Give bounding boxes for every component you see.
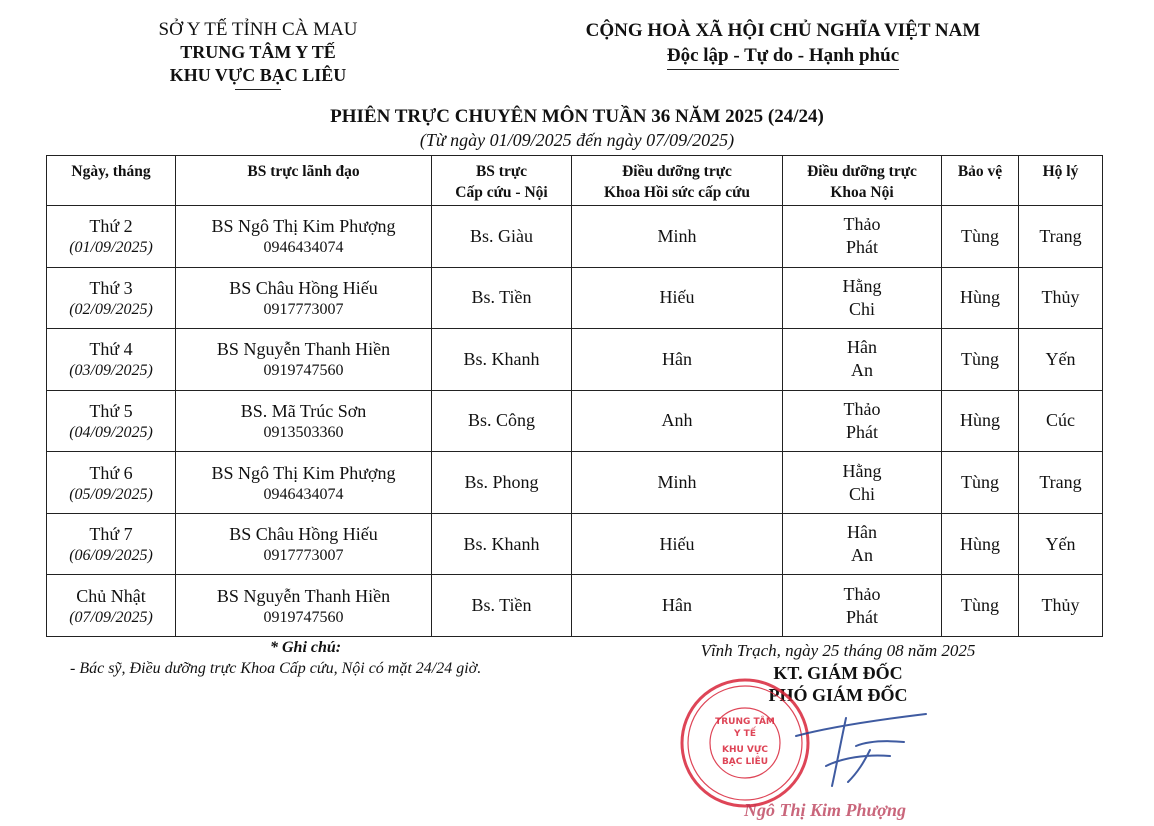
aide-cell: Trang: [1019, 452, 1103, 514]
leader-cell: BS Châu Hồng Hiếu 0917773007: [176, 267, 432, 329]
icu-nurse-cell: Minh: [572, 452, 783, 514]
stamp-line-1: TRUNG TÂM: [715, 717, 775, 727]
national-motto: Độc lập - Tự do - Hạnh phúc: [667, 43, 899, 70]
date-cell: Thứ 3 (02/09/2025): [47, 267, 176, 329]
stamp-line-3: KHU VỰC: [721, 745, 769, 755]
leader-cell: BS Châu Hồng Hiếu 0917773007: [176, 513, 432, 575]
leader-cell: BS Nguyễn Thanh Hiền 0919747560: [176, 329, 432, 391]
region-name: KHU VỰC BẠC LIÊU: [169, 65, 347, 85]
country-name: CỘNG HOÀ XÃ HỘI CHỦ NGHĨA VIỆT NAM: [585, 20, 981, 41]
table-row: [47, 206, 1103, 268]
document-title: PHIÊN TRỰC CHUYÊN MÔN TUẦN 36 NĂM 2025 (24/24): [330, 106, 824, 127]
er-doctor-cell: Bs. Tiền: [432, 267, 572, 329]
icu-nurse-cell: Anh: [572, 390, 783, 452]
er-doctor-cell: Bs. Công: [432, 390, 572, 452]
date-cell: Thứ 5 (04/09/2025): [47, 390, 176, 452]
stamp-line-4: BẠC LIÊU: [721, 757, 769, 767]
date-cell: Thứ 6 (05/09/2025): [47, 452, 176, 514]
guard-cell: Hùng: [942, 267, 1019, 329]
place-date: Vĩnh Trạch, ngày 25 tháng 08 năm 2025: [700, 641, 976, 660]
icu-nurse-cell: Hân: [572, 329, 783, 391]
er-doctor-cell: Bs. Tiền: [432, 575, 572, 637]
center-name: TRUNG TÂM Y TẾ: [180, 42, 336, 62]
guard-cell: Hùng: [942, 390, 1019, 452]
guard-cell: Tùng: [942, 329, 1019, 391]
col-leader-header: BS trực lãnh đạo: [176, 156, 432, 206]
table-row: [47, 513, 1103, 575]
date-cell: Thứ 7 (06/09/2025): [47, 513, 176, 575]
notes-title: * Ghi chú:: [270, 639, 342, 656]
guard-cell: Tùng: [942, 206, 1019, 268]
aide-cell: Yến: [1019, 329, 1103, 391]
duty-roster-table: [46, 155, 1103, 637]
table-row: [47, 390, 1103, 452]
header-underline: [235, 89, 281, 90]
date-cell: Chủ Nhật (07/09/2025): [47, 575, 176, 637]
er-doctor-cell: Bs. Giàu: [432, 206, 572, 268]
date-cell: Thứ 2 (01/09/2025): [47, 206, 176, 268]
icu-nurse-cell: Hân: [572, 575, 783, 637]
stamp-line-2: Y TẾ: [734, 729, 756, 739]
internal-nurse-cell: Hằng Chi: [783, 267, 942, 329]
col-date-header: Ngày, tháng: [47, 156, 176, 206]
notes-section: [70, 638, 570, 680]
date-cell: Thứ 4 (03/09/2025): [47, 329, 176, 391]
col-aide-header: Hộ lý: [1019, 156, 1103, 206]
internal-nurse-cell: Thảo Phát: [783, 206, 942, 268]
table-row: [47, 267, 1103, 329]
guard-cell: Tùng: [942, 452, 1019, 514]
icu-nurse-cell: Hiếu: [572, 513, 783, 575]
department-name: SỞ Y TẾ TỈNH CÀ MAU: [158, 19, 358, 40]
signer-role: KT. GIÁM ĐỐC: [773, 663, 903, 683]
aide-cell: Thủy: [1019, 575, 1103, 637]
icu-nurse-cell: Minh: [572, 206, 783, 268]
guard-cell: Hùng: [942, 513, 1019, 575]
signer-name: Ngô Thị Kim Phượng: [744, 800, 906, 820]
col-icu-nurse-header: Điều dưỡng trực Khoa Hồi sức cấp cứu: [572, 156, 783, 206]
leader-cell: BS Nguyễn Thanh Hiền 0919747560: [176, 575, 432, 637]
notes-body: - Bác sỹ, Điều dưỡng trực Khoa Cấp cứu, Nội có mặt 24/24 giờ.: [70, 660, 482, 677]
leader-cell: BS Ngô Thị Kim Phượng 0946434074: [176, 452, 432, 514]
col-er-doctor-header: BS trực Cấp cứu - Nội: [432, 156, 572, 206]
internal-nurse-cell: Hân An: [783, 513, 942, 575]
internal-nurse-cell: Thảo Phát: [783, 390, 942, 452]
signature-scribble: [786, 706, 936, 790]
aide-cell: Yến: [1019, 513, 1103, 575]
guard-cell: Tùng: [942, 575, 1019, 637]
aide-cell: Trang: [1019, 206, 1103, 268]
leader-cell: BS. Mã Trúc Sơn 0913503360: [176, 390, 432, 452]
aide-cell: Thủy: [1019, 267, 1103, 329]
internal-nurse-cell: Hằng Chi: [783, 452, 942, 514]
leader-cell: BS Ngô Thị Kim Phượng 0946434074: [176, 206, 432, 268]
icu-nurse-cell: Hiếu: [572, 267, 783, 329]
col-internal-nurse-header: Điều dưỡng trực Khoa Nội: [783, 156, 942, 206]
table-row: [47, 575, 1103, 637]
er-doctor-cell: Bs. Khanh: [432, 513, 572, 575]
internal-nurse-cell: Thảo Phát: [783, 575, 942, 637]
internal-nurse-cell: Hân An: [783, 329, 942, 391]
agency-header: [120, 18, 396, 90]
er-doctor-cell: Bs. Phong: [432, 452, 572, 514]
national-header: [548, 18, 1018, 70]
aide-cell: Cúc: [1019, 390, 1103, 452]
er-doctor-cell: Bs. Khanh: [432, 329, 572, 391]
signer-title: PHÓ GIÁM ĐỐC: [768, 685, 908, 705]
table-row: [47, 329, 1103, 391]
table-row: [47, 452, 1103, 514]
col-guard-header: Bảo vệ: [942, 156, 1019, 206]
date-range: (Từ ngày 01/09/2025 đến ngày 07/09/2025): [419, 130, 735, 150]
table-header-row: [47, 156, 1103, 206]
